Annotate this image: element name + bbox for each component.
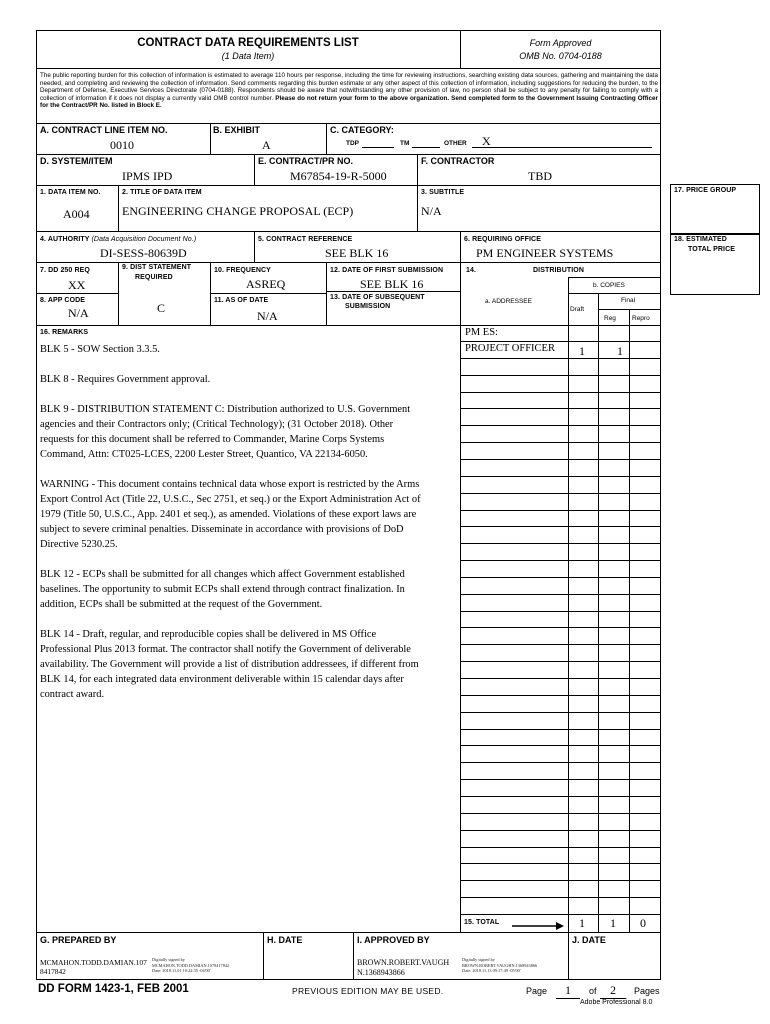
form-number: DD FORM 1423-1, FEB 2001 — [38, 983, 189, 995]
contract-reference-value: SEE BLK 16 — [325, 246, 389, 260]
category-label: C. CATEGORY: — [330, 125, 394, 135]
remark-paragraph: BLK 9 - DISTRIBUTION STATEMENT C: Distribution authorized to U.S. Government agencies and their Contractors only; (Critical Technology); (31 October 2018). Other requests for this document shall be referred to Commander, Marine Corps Systems Command, Attn: CT025-LCES, 2200 Lester Street, Quantico, VA 22134-6050. — [40, 404, 411, 460]
distribution-row-line — [460, 914, 661, 915]
distribution-row-line — [460, 577, 661, 578]
distribution-row-line — [460, 526, 661, 527]
form-subtitle: (1 Data Item) — [221, 51, 275, 61]
as-of-date-label: 11. AS OF DATE — [214, 297, 269, 304]
distribution-row-line — [460, 493, 661, 494]
distribution-row-line — [460, 375, 661, 376]
distribution-row-line — [460, 560, 661, 561]
data-item-title-label: 2. TITLE OF DATA ITEM — [122, 189, 202, 196]
distribution-row-line — [460, 779, 661, 780]
contract-reference-label: 5. CONTRACT REFERENCE — [258, 236, 353, 243]
total-reg: 1 — [610, 916, 616, 930]
final-label: Final — [621, 297, 636, 304]
dd250-label: 7. DD 250 REQ — [40, 267, 90, 274]
prepared-by-name-2: 8417842 — [40, 967, 66, 976]
category-tm: TM — [400, 140, 410, 147]
distribution-row-line — [460, 611, 661, 612]
distribution-reg-copies: 1 — [617, 344, 623, 358]
prepared-by-digital-3: Date: 2018.11.01 10:22:35 -04'00' — [152, 968, 211, 973]
distribution-row-line — [460, 813, 661, 814]
distribution-row-line — [460, 341, 661, 342]
burden-statement — [40, 72, 658, 110]
page-number: 1 — [556, 983, 580, 999]
estimated-price-label-2: TOTAL PRICE — [688, 246, 735, 253]
clin-value: 0010 — [110, 138, 134, 152]
distribution-row-line — [460, 678, 661, 679]
distribution-row-line — [460, 712, 661, 713]
omb-number: OMB No. 0704-0188 — [519, 51, 602, 61]
prepared-by-digital-1: Digitally signed by — [152, 957, 185, 962]
distribution-row-line — [460, 408, 661, 409]
frequency-value: ASREQ — [246, 277, 286, 291]
form-title: CONTRACT DATA REQUIREMENTS LIST — [137, 37, 359, 49]
data-item-no-label: 1. DATA ITEM NO. — [40, 189, 101, 196]
distribution-row-line — [460, 897, 661, 898]
authority-label-sub: (Data Acquisition Document No.) — [91, 236, 197, 243]
distribution-row-line — [460, 762, 661, 763]
subsequent-submission-label-2: SUBMISSION — [345, 303, 391, 310]
distribution-row-line — [460, 358, 661, 359]
estimated-price-box — [670, 234, 760, 295]
total-arrow-icon — [512, 918, 564, 936]
approved-by-digital-3: Date: 2018.11.13 09:17:49 -05'00' — [462, 968, 521, 973]
approved-by-digital[interactable] — [462, 957, 537, 974]
exhibit-value: A — [262, 138, 271, 152]
app-code-label: 8. APP CODE — [40, 297, 86, 304]
prepared-by-label: G. PREPARED BY — [40, 935, 117, 945]
subtitle-label: 3. SUBTITLE — [421, 189, 465, 196]
as-of-date-value: N/A — [257, 309, 278, 323]
distribution-row-line — [460, 627, 661, 628]
approved-by-digital-2: BROWN.ROBERT.VAUGHN.1368943866 — [462, 962, 538, 968]
approved-by-label: I. APPROVED BY — [357, 935, 430, 945]
contractor-value: TBD — [528, 169, 552, 183]
category-other: OTHER — [444, 140, 467, 147]
distribution-row-line — [460, 510, 661, 511]
requiring-office-label: 6. REQUIRING OFFICE — [464, 236, 541, 243]
estimated-price-label: 18. ESTIMATED — [674, 236, 727, 243]
approved-date-label: J. DATE — [572, 935, 606, 945]
exhibit-label: B. EXHIBIT — [213, 125, 261, 135]
distribution-row-line — [460, 425, 661, 426]
distribution-row-line — [460, 729, 661, 730]
requiring-office-value: PM ENGINEER SYSTEMS — [476, 246, 614, 260]
total-pages: 2 — [600, 983, 626, 999]
category-tdp: TDP — [346, 140, 359, 147]
of-label: of — [589, 986, 597, 996]
distribution-addressee: PROJECT OFFICER — [465, 343, 555, 354]
distribution-row-line — [460, 695, 661, 696]
distribution-row-line — [460, 847, 661, 848]
system-item-label: D. SYSTEM/ITEM — [40, 156, 113, 166]
dist-statement-label-2: REQUIRED — [135, 274, 173, 281]
distribution-row-line — [460, 830, 661, 831]
subsequent-submission-label: 13. DATE OF SUBSEQUENT — [330, 294, 425, 301]
dist-statement-label: 9. DIST STATEMENT — [122, 264, 192, 271]
distribution-row-line — [460, 392, 661, 393]
remarks-label: 16. REMARKS — [40, 329, 89, 336]
contract-no-label: E. CONTRACT/PR NO. — [258, 156, 354, 166]
draft-label: Draft — [570, 306, 585, 313]
prepared-by-digital-2: MCMAHON.TODD.DAMIAN.1078417842 — [152, 962, 230, 968]
clin-label: A. CONTRACT LINE ITEM NO. — [40, 125, 168, 135]
total-repro: 0 — [640, 916, 646, 930]
distribution-row-line — [460, 796, 661, 797]
category-value: X — [482, 134, 491, 148]
form-approved: Form Approved — [529, 38, 592, 48]
distribution-row-line — [460, 442, 661, 443]
burden-instruction: Please do not return your form to the above organization. Send completed form to the Government Issuing Contracting Officer for the Contract/PR No. listed in Block E. — [40, 94, 658, 109]
authority-label-text: 4. AUTHORITY — [40, 236, 90, 243]
app-code-value: N/A — [68, 306, 89, 320]
contract-no-value: M67854-19-R-5000 — [290, 169, 387, 183]
approved-by-name-2: N.1368943866 — [357, 968, 405, 977]
distribution-row-line — [460, 594, 661, 595]
burden-text: The public reporting burden for this collection of information is estimated to average 110 hours per response, including the time for reviewing instructions, searching existing data sources, gathering and maintaining the data needed, and completing and reviewing the collection of information. Send comments regarding this burden estimate or any other aspect of this collection of information, including suggestions for reducing the burden, to the Department of Defense, Executive Services Directorate (0704-0188). Respondents should be aware that notwithstanding any other provision of law, no person shall be subject to any penalty for failing to comply with a collection of information if it does not display a currently valid OMB control number. — [40, 72, 658, 102]
reg-label: Reg — [604, 315, 616, 322]
first-submission-value: SEE BLK 16 — [360, 277, 424, 291]
distribution-row-line — [460, 644, 661, 645]
remark-paragraph: BLK 5 - SOW Section 3.3.5. — [40, 344, 160, 355]
remark-paragraph: BLK 8 - Requires Government approval. — [40, 374, 211, 385]
contractor-label: F. CONTRACTOR — [421, 156, 495, 166]
software-label: Adobe Professional 8.0 — [580, 999, 653, 1006]
price-group-label: 17. PRICE GROUP — [674, 187, 737, 194]
prepared-by-digital[interactable] — [152, 957, 229, 974]
distribution-row-line — [460, 661, 661, 662]
total-draft: 1 — [579, 916, 585, 930]
system-item-value: IPMS IPD — [122, 169, 173, 183]
remarks-body — [40, 342, 458, 717]
distribution-title: DISTRIBUTION — [533, 267, 584, 274]
distribution-row-line — [460, 880, 661, 881]
distribution-row-line — [460, 543, 661, 544]
prepared-date-label: H. DATE — [267, 935, 303, 945]
copies-label: b. COPIES — [593, 282, 625, 289]
distribution-row-line — [460, 863, 661, 864]
remark-paragraph: BLK 12 - ECPs shall be submitted for all changes which affect Government established baselines. The opportunity to submit ECPs shall extend through contract finalization. In addition, ECPs shall be submitted at the request of the Government. — [40, 569, 405, 610]
authority-label — [40, 236, 196, 243]
authority-value: DI-SESS-80639D — [100, 246, 187, 260]
distribution-number: 14. — [466, 267, 477, 274]
distribution-row-line — [460, 459, 661, 460]
distribution-row-line — [460, 745, 661, 746]
pages-label: Pages — [634, 986, 660, 996]
page-label: Page — [526, 986, 548, 996]
subtitle-value: N/A — [421, 204, 442, 218]
prepared-by-name-1: MCMAHON.TODD.DAMIAN.107 — [40, 958, 147, 967]
remark-paragraph: WARNING - This document contains technical data whose export is restricted by the Arms Export Control Act (Title 22, U.S.C., Sec 2751, et seq.) or the Export Administration Act of 1979 (Title 50, U.S.C., App. 2401 et seq.), as amended. Violations of these export laws are subject to severe criminal penalties. Disseminate in accordance with provisions of DoD Directive 5230.25. — [40, 479, 421, 550]
distribution-draft-copies: 1 — [579, 344, 585, 358]
approved-by-name-1: BROWN.ROBERT.VAUGH — [357, 958, 450, 967]
previous-edition: PREVIOUS EDITION MAY BE USED. — [292, 986, 444, 996]
approved-by-digital-1: Digitally signed by — [462, 957, 495, 962]
first-submission-label: 12. DATE OF FIRST SUBMISSION — [330, 267, 444, 274]
dist-statement-value: C — [157, 301, 166, 315]
repro-label: Repro — [632, 315, 650, 322]
distribution-row-line — [460, 476, 661, 477]
addressee-label: a. ADDRESSEE — [485, 298, 532, 305]
remark-paragraph: BLK 14 - Draft, regular, and reproducible copies shall be delivered in MS Office Professional Plus 2013 format. The contractor shall notify the Government of deliverable availability. The Government will provide a list of distribution addressees, if different from BLK 14, for each integrated data environment deliverable within 15 calendar days after contract award. — [40, 629, 419, 700]
dd250-value: XX — [68, 278, 86, 292]
distribution-addressee: PM ES: — [465, 327, 498, 338]
total-label: 15. TOTAL — [464, 919, 500, 926]
frequency-label: 10. FREQUENCY — [214, 267, 271, 274]
data-item-no-value: A004 — [63, 207, 90, 221]
data-item-title-value: ENGINEERING CHANGE PROPOSAL (ECP) — [122, 204, 354, 218]
